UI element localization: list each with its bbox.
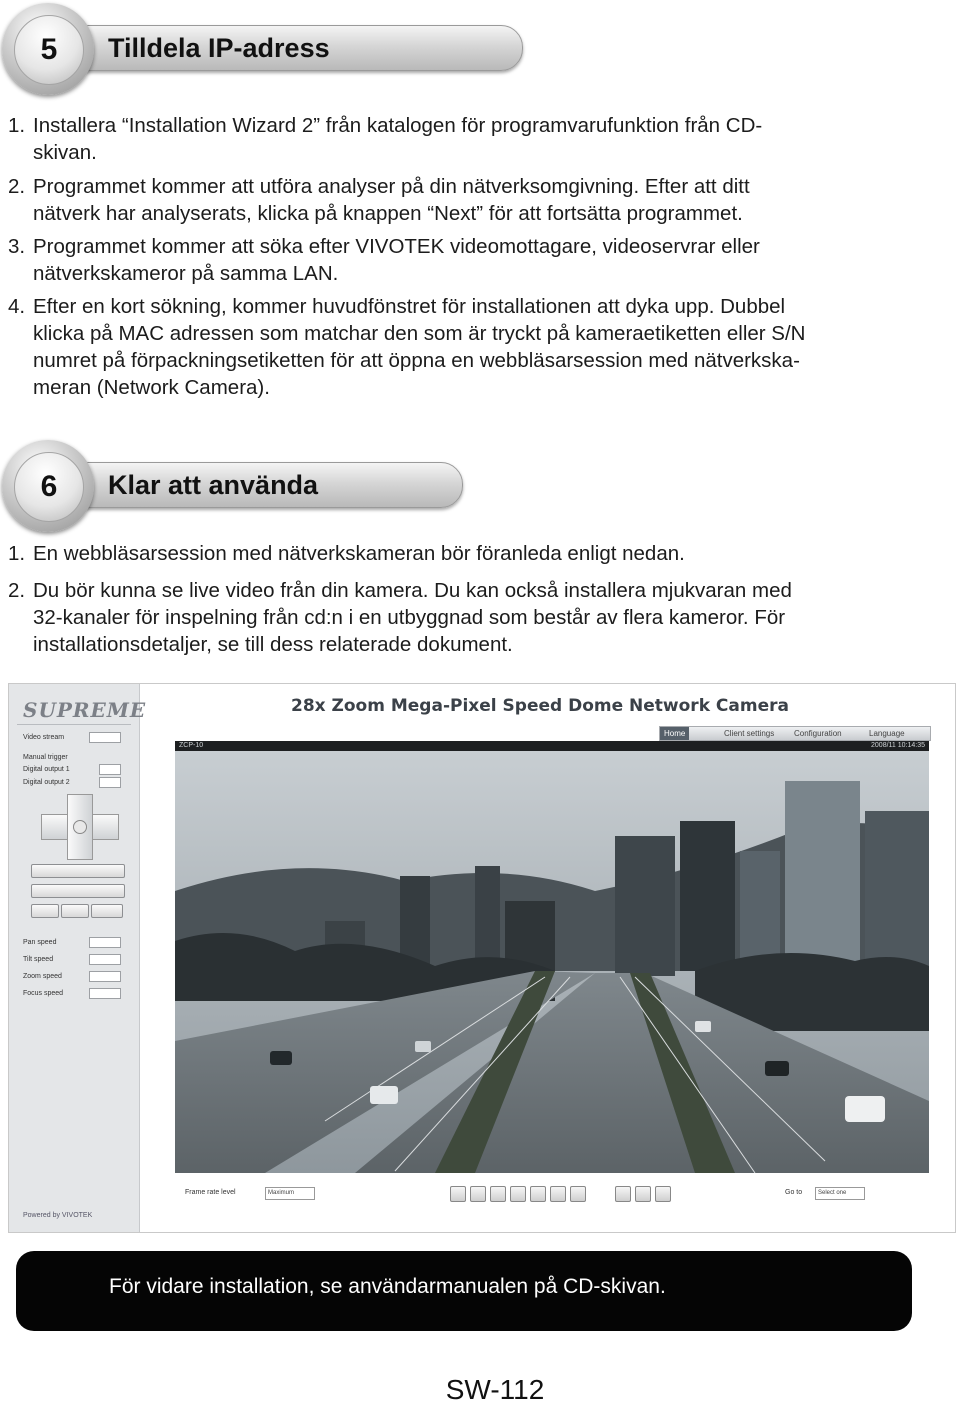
focus-button-row[interactable] — [31, 884, 125, 898]
fullscreen-icon[interactable] — [635, 1186, 651, 1202]
section-number: 6 — [40, 470, 58, 503]
talk-icon[interactable] — [615, 1186, 631, 1202]
pan-speed-select[interactable] — [89, 937, 121, 948]
zoom-speed-label: Zoom speed — [23, 973, 62, 980]
auto-button[interactable] — [91, 904, 123, 918]
list-item: 1. Installera “Installation Wizard 2” från katalogen för programvarufunktion från CD- skivan. — [8, 114, 763, 164]
goto-label: Go to — [785, 1189, 803, 1196]
focus-speed-select[interactable] — [89, 988, 121, 999]
ptz-home-button[interactable] — [73, 820, 87, 834]
city-highway-scene — [175, 741, 929, 1173]
nav-language[interactable]: Language — [869, 729, 905, 738]
video-toolbar — [175, 1180, 929, 1206]
video-stream-select[interactable] — [89, 732, 121, 743]
list-item: 4. Efter en kort sökning, kommer huvudfönstret för installationen att dyka upp. Dubbel klicka på MAC adressen som matchar den som är tryckt på kameraetiketten eller S/N numret på förpackningsetiketten för att öppna en webbläsarsession med nätverkska- meran (Network Camera). — [8, 295, 806, 399]
digital-output-1-toggle[interactable] — [99, 764, 121, 775]
zoom-button-row[interactable] — [31, 864, 125, 878]
volume-icon[interactable] — [550, 1186, 566, 1202]
mic-icon[interactable] — [570, 1186, 586, 1202]
preset-button[interactable] — [31, 904, 59, 918]
section-title: Tilldela IP-adress — [108, 33, 330, 63]
section-6-list — [8, 540, 953, 658]
stop-icon[interactable] — [510, 1186, 526, 1202]
pan-speed-label: Pan speed — [23, 939, 57, 946]
section-title: Klar att använda — [108, 470, 319, 500]
list-item: 1. En webbläsarsession med nätverkskameran bör föranleda enligt nedan. — [8, 542, 685, 565]
tilt-speed-label: Tilt speed — [23, 956, 54, 963]
goto-select[interactable]: Select one — [815, 1187, 865, 1200]
section-number-badge — [2, 440, 94, 532]
notice-banner — [16, 1251, 912, 1331]
frame-rate-label: Frame rate level — [185, 1189, 236, 1196]
live-video[interactable] — [175, 741, 929, 1173]
notice-text: För vidare installation, se användarmanualen på CD-skivan. — [109, 1275, 666, 1298]
top-nav-bar — [659, 726, 931, 741]
powered-by-logo: Powered by VIVOTEK — [23, 1212, 93, 1219]
camera-title: 28x Zoom Mega-Pixel Speed Dome Network Camera — [291, 696, 789, 716]
brand-logo: SUPREME — [23, 698, 147, 722]
patrol-button[interactable] — [61, 904, 89, 918]
digital-output-2-toggle[interactable] — [99, 777, 121, 788]
pause-icon[interactable] — [490, 1186, 506, 1202]
nav-client-settings[interactable]: Client settings — [724, 729, 775, 738]
control-panel — [9, 684, 147, 1232]
record-icon[interactable] — [530, 1186, 546, 1202]
tilt-speed-select[interactable] — [89, 954, 121, 965]
nav-configuration[interactable]: Configuration — [794, 729, 842, 738]
video-status-bar — [175, 741, 929, 751]
page-number: SW-112 — [445, 1374, 545, 1405]
section-5-list — [8, 112, 953, 401]
video-timestamp: 2008/11 10:14:35 — [871, 742, 925, 749]
section-number-badge — [2, 3, 94, 95]
list-item: 3. Programmet kommer att söka efter VIVOTEK videomottagare, videoservrar eller nätverkskameror på samma LAN. — [8, 235, 760, 285]
focus-speed-label: Focus speed — [23, 990, 64, 997]
video-stream-label: Video stream — [23, 734, 65, 741]
digital-zoom-icon[interactable] — [470, 1186, 486, 1202]
zoom-speed-select[interactable] — [89, 971, 121, 982]
digital-output-1-label: Digital output 1 — [23, 766, 70, 773]
camera-web-ui-screenshot — [8, 683, 956, 1233]
settings-icon[interactable] — [655, 1186, 671, 1202]
list-item: 2. Programmet kommer att utföra analyser på din nätverksomgivning. Efter att ditt nätverk har analyserats, klicka på knappen “Next” för att fortsätta programmet. — [8, 175, 750, 225]
section-number: 5 — [40, 33, 58, 66]
video-camera-label: ZCP-10 — [179, 742, 204, 749]
snapshot-icon[interactable] — [450, 1186, 466, 1202]
manual-trigger-label: Manual trigger — [23, 754, 68, 761]
digital-output-2-label: Digital output 2 — [23, 779, 70, 786]
list-item: 2. Du bör kunna se live video från din kamera. Du kan också installera mjukvaran med 32-kanaler för inspelning från cd:n i en utbyggnad som består av flera kameror. För installationsdetaljer, se till dess relaterade dokument. — [8, 579, 792, 656]
frame-rate-select[interactable]: Maximum — [265, 1187, 315, 1200]
nav-home[interactable]: Home — [660, 727, 689, 740]
